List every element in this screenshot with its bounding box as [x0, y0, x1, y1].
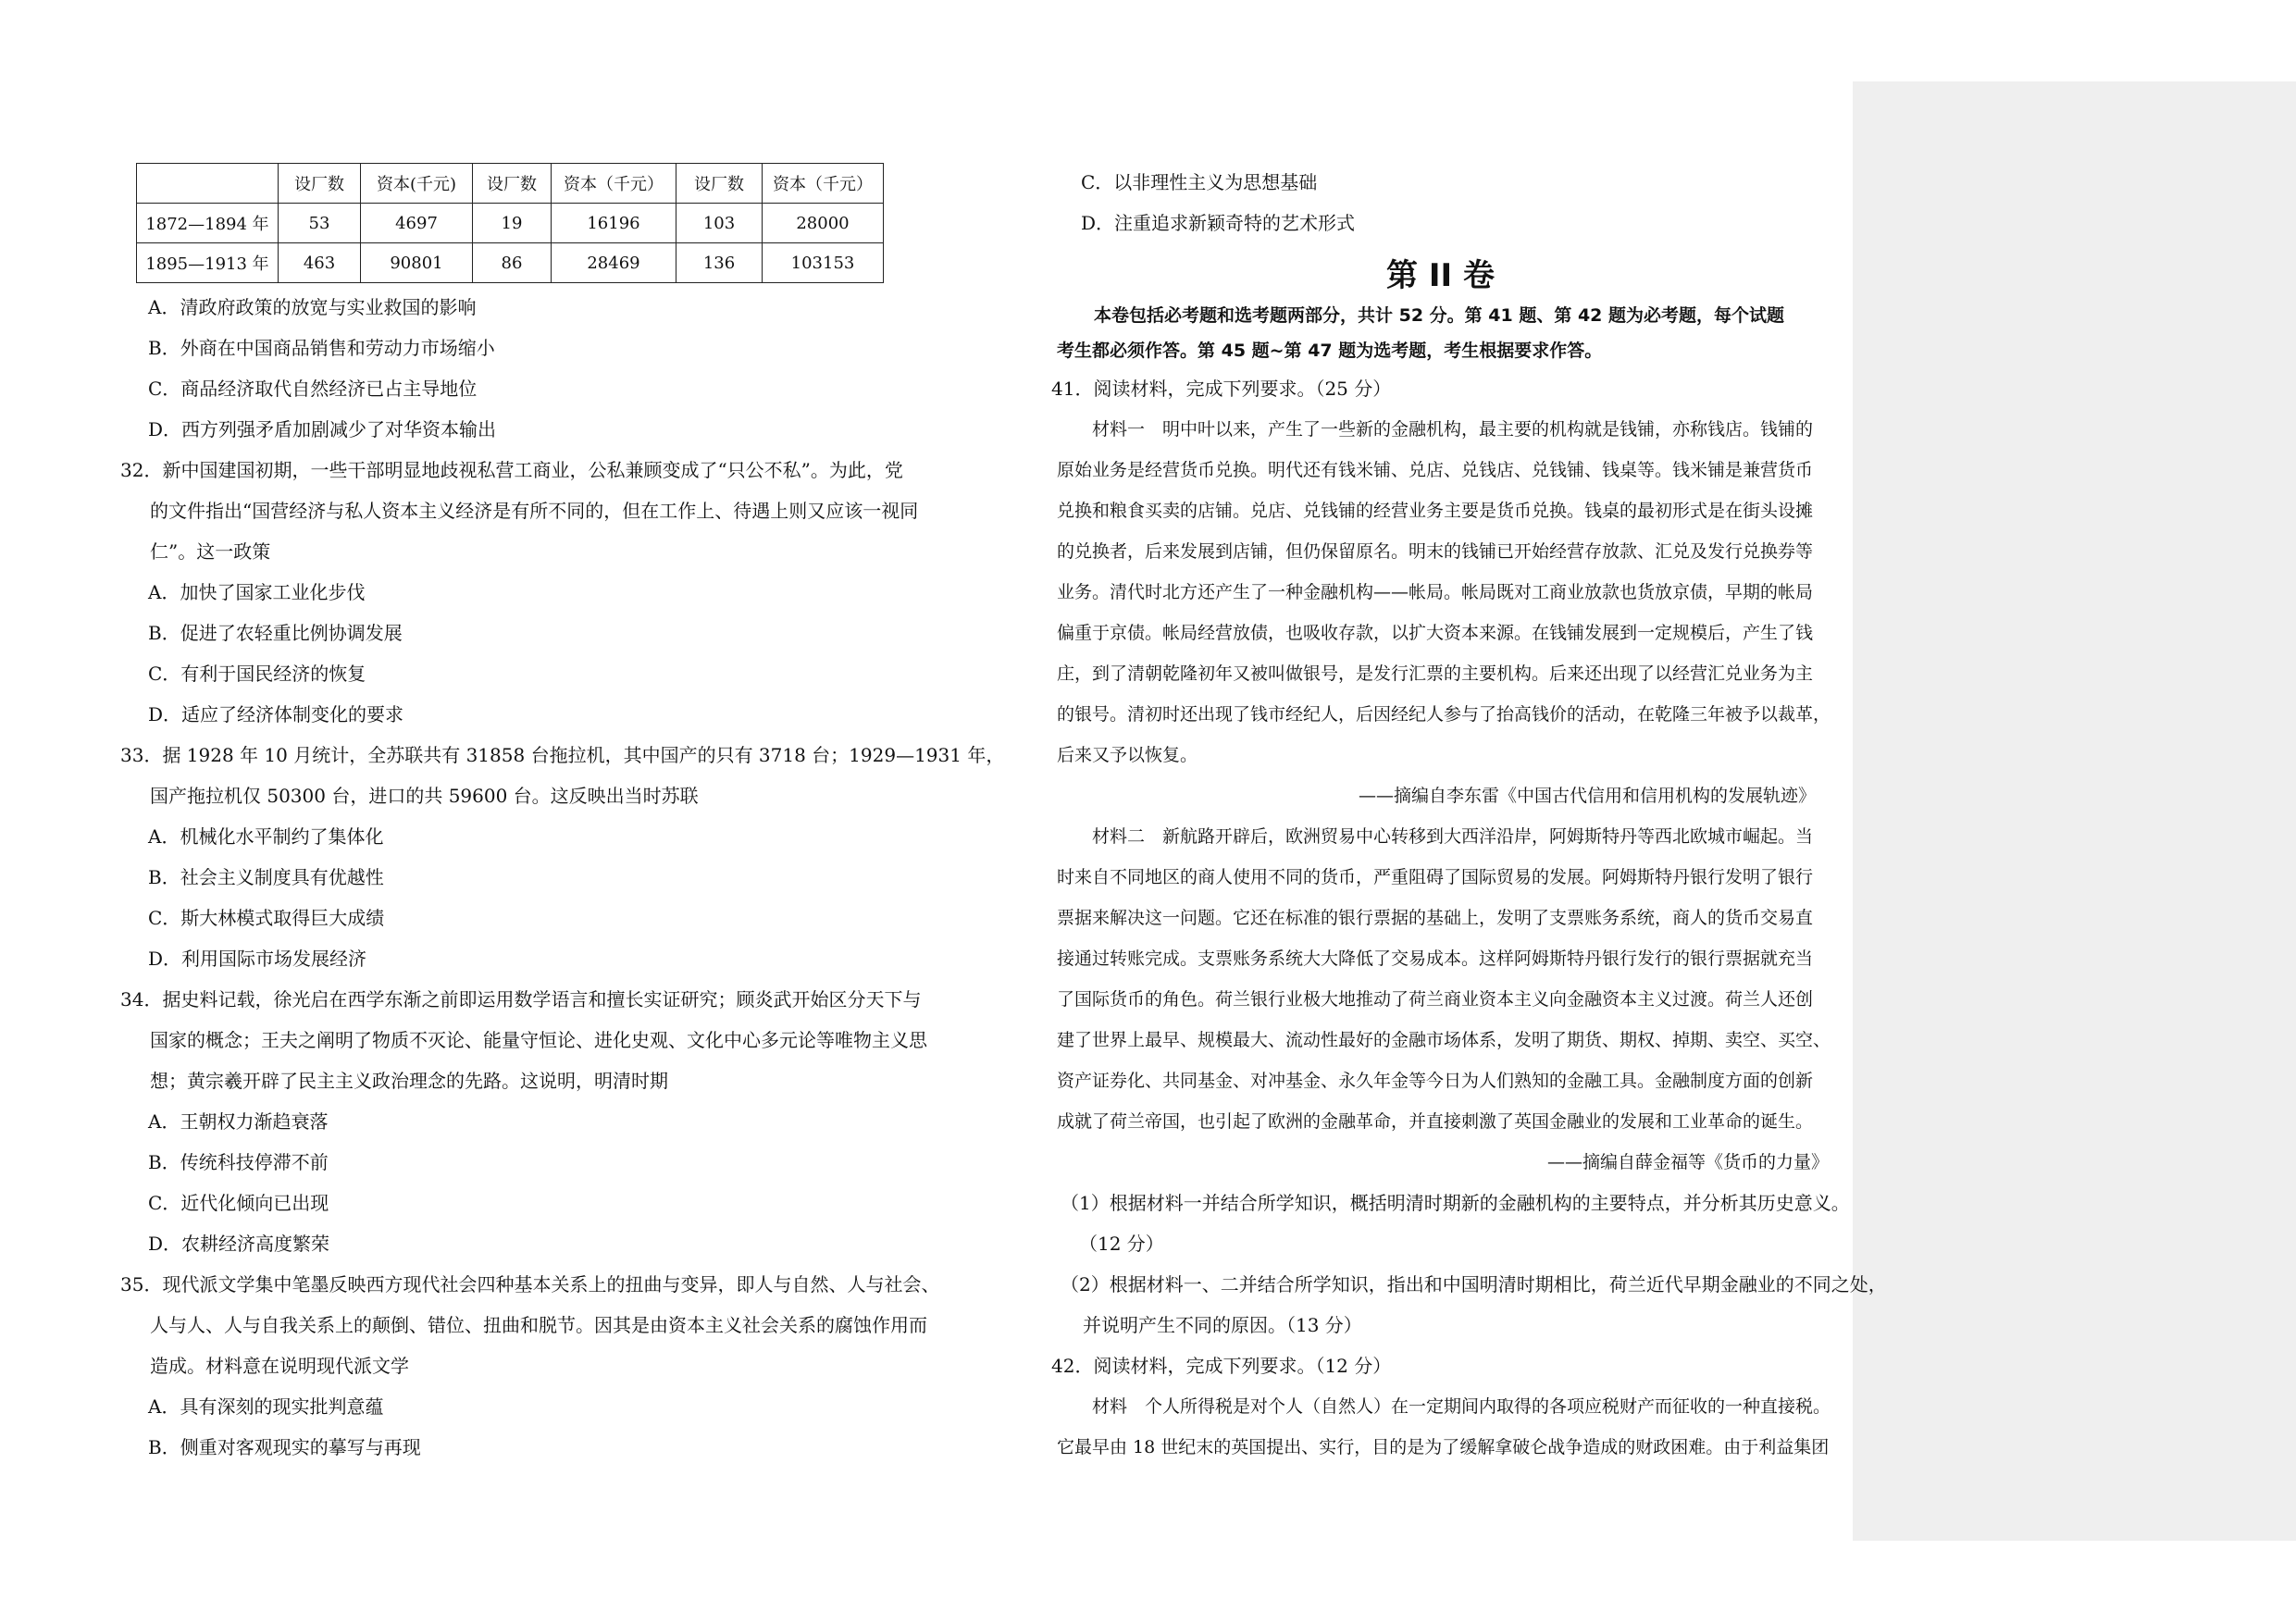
option-text: D．适应了经济体制变化的要求: [148, 703, 404, 725]
material-text: 了国际货币的角色。荷兰银行业极大地推动了荷兰商业资本主义向金融资本主义过渡。荷兰人还创: [1057, 989, 1814, 1010]
question-text: 33．据 1928 年 10 月统计，全苏联共有 31858 台拖拉机，其中国产的只有 3718 台；1929—1931 年，: [120, 744, 1005, 766]
table-cell: 资本（千元）: [552, 164, 676, 204]
option-text: C．斯大林模式取得巨大成绩: [148, 907, 385, 929]
table-header-row: [137, 164, 884, 204]
option-text: B．传统科技停滞不前: [148, 1151, 329, 1173]
sub-question: （1）根据材料一并结合所学知识，概括明清时期新的金融机构的主要特点，并分析其历史意义。: [1061, 1192, 1850, 1214]
material-text: 时来自不同地区的商人使用不同的货币，严重阻碍了国际贸易的发展。阿姆斯特丹银行发明了银行: [1057, 867, 1814, 887]
table-cell: 90801: [361, 243, 473, 283]
option-text: B．侧重对客观现实的摹写与再现: [148, 1436, 421, 1458]
question-text: 的文件指出“国营经济与私人资本主义经济是有所不同的，但在工作上、待遇上则又应该一视同: [150, 500, 919, 522]
option-text: A．清政府政策的放宽与实业救国的影响: [148, 296, 477, 318]
material-text: 建了世界上最早、规模最大、流动性最好的金融市场体系，发明了期货、期权、掉期、卖空、买空、: [1057, 1030, 1831, 1050]
material-text: 业务。清代时北方还产生了一种金融机构——帐局。帐局既对工商业放款也货放京债，早期的帐局: [1057, 582, 1814, 602]
material-text: 材料 个人所得税是对个人（自然人）在一定期间内取得的各项应税财产而征收的一种直接税。: [1092, 1396, 1831, 1417]
option-text: D．注重追求新颖奇特的艺术形式: [1081, 212, 1356, 234]
material-text: 原始业务是经营货币兑换。明代还有钱米铺、兑店、兑钱店、兑钱铺、钱桌等。钱米铺是兼营货币: [1057, 460, 1814, 480]
material-text: 材料二 新航路开辟后，欧洲贸易中心转移到大西洋沿岸，阿姆斯特丹等西北欧城市崛起。当: [1092, 826, 1814, 847]
question-text: 仁”。这一政策: [150, 540, 271, 563]
table-cell: 设厂数: [473, 164, 552, 204]
table-cell: 19: [473, 204, 552, 243]
option-text: B．促进了农轻重比例协调发展: [148, 622, 403, 644]
material-text: 票据来解决这一问题。它还在标准的银行票据的基础上，发明了支票账务系统，商人的货币交易直: [1057, 908, 1814, 928]
question-text: 41．阅读材料，完成下列要求。（25 分）: [1051, 378, 1392, 400]
material-source: ——摘编自薛金福等《货币的力量》: [1547, 1152, 1830, 1172]
material-text: 后来又予以恢复。: [1057, 745, 1198, 765]
option-text: B．外商在中国商品销售和劳动力市场缩小: [148, 337, 495, 359]
material-text: 成就了荷兰帝国，也引起了欧洲的金融革命，并直接刺激了英国金融业的发展和工业革命的诞生。: [1057, 1111, 1814, 1132]
table-cell: 1872—1894 年: [137, 204, 279, 243]
table-cell: 463: [279, 243, 361, 283]
factory-capital-table: [136, 163, 884, 283]
question-text: 国产拖拉机仅 50300 台，进口的共 59600 台。这反映出当时苏联: [150, 785, 699, 807]
table-cell: 53: [279, 204, 361, 243]
option-text: D．农耕经济高度繁荣: [148, 1233, 330, 1255]
table-cell: 16196: [552, 204, 676, 243]
option-text: A．加快了国家工业化步伐: [148, 581, 366, 603]
table-cell: 136: [676, 243, 763, 283]
sub-question: （12 分）: [1079, 1233, 1164, 1255]
option-text: D．利用国际市场发展经济: [148, 948, 367, 970]
question-text: 32．新中国建国初期，一些干部明显地歧视私营工商业，公私兼顾变成了“只公不私”。为此，党: [120, 459, 903, 481]
option-text: C．近代化倾向已出现: [148, 1192, 329, 1214]
option-text: C．商品经济取代自然经济已占主导地位: [148, 378, 478, 400]
question-text: 42．阅读材料，完成下列要求。（12 分）: [1051, 1355, 1392, 1377]
material-text: 的兑换者，后来发展到店铺，但仍保留原名。明末的钱铺已开始经营存放款、汇兑及发行兑换券等: [1057, 541, 1814, 562]
table-row: [137, 243, 884, 283]
material-source: ——摘编自李东雷《中国古代信用和信用机构的发展轨迹》: [1359, 786, 1817, 806]
table-cell: 资本（千元）: [763, 164, 884, 204]
material-text: 偏重于京债。帐局经营放债，也吸收存款，以扩大资本来源。在钱铺发展到一定规模后，产生了钱: [1057, 623, 1814, 643]
page-margin-panel: [1853, 81, 2296, 1541]
table-cell: [137, 164, 279, 204]
table-cell: 4697: [361, 204, 473, 243]
question-text: 34．据史料记载，徐光启在西学东渐之前即运用数学语言和擅长实证研究；顾炎武开始区分天下与: [120, 988, 922, 1010]
material-text: 材料一 明中叶以来，产生了一些新的金融机构，最主要的机构就是钱铺，亦称钱店。钱铺的: [1092, 419, 1814, 440]
option-text: A．具有深刻的现实批判意蕴: [148, 1395, 384, 1418]
table-cell: 28000: [763, 204, 884, 243]
option-text: B．社会主义制度具有优越性: [148, 866, 384, 888]
table-cell: 资本(千元): [361, 164, 473, 204]
table-cell: 103153: [763, 243, 884, 283]
question-text: 国家的概念；王夫之阐明了物质不灭论、能量守恒论、进化史观、文化中心多元论等唯物主义思: [150, 1029, 927, 1051]
option-text: C．有利于国民经济的恢复: [148, 663, 366, 685]
option-text: A．机械化水平制约了集体化: [148, 825, 384, 848]
table-cell: 86: [473, 243, 552, 283]
table-cell: 28469: [552, 243, 676, 283]
question-text: 35．现代派文学集中笔墨反映西方现代社会四种基本关系上的扭曲与变异，即人与自然、人与社会、: [120, 1273, 940, 1295]
sub-question: 并说明产生不同的原因。（13 分）: [1083, 1314, 1362, 1336]
table-cell: 103: [676, 204, 763, 243]
section-intro: 考生都必须作答。第 45 题~第 47 题为选考题，考生根据要求作答。: [1057, 341, 1603, 361]
table-row: [137, 204, 884, 243]
section-title: 第 II 卷: [1386, 257, 1495, 294]
material-text: 庄，到了清朝乾隆初年又被叫做银号，是发行汇票的主要机构。后来还出现了以经营汇兑业务为主: [1057, 663, 1814, 684]
option-text: D．西方列强矛盾加剧减少了对华资本输出: [148, 418, 497, 440]
material-text: 接通过转账完成。支票账务系统大大降低了交易成本。这样阿姆斯特丹银行发行的银行票据就充当: [1057, 948, 1814, 969]
sub-question: （2）根据材料一、二并结合所学知识，指出和中国明清时期相比，荷兰近代早期金融业的不同之处，: [1061, 1273, 1887, 1295]
material-text: 兑换和粮食买卖的店铺。兑店、兑钱铺的经营业务主要是货币兑换。钱桌的最初形式是在街头设摊: [1057, 501, 1814, 521]
question-text: 想；黄宗羲开辟了民主主义政治理念的先路。这说明，明清时期: [150, 1070, 668, 1092]
table-cell: 设厂数: [279, 164, 361, 204]
option-text: C．以非理性主义为思想基础: [1081, 171, 1318, 193]
question-text: 人与人、人与自我关系上的颠倒、错位、扭曲和脱节。因其是由资本主义社会关系的腐蚀作用而: [150, 1314, 927, 1336]
material-text: 的银号。清初时还出现了钱市经纪人，后因经纪人参与了抬高钱价的活动，在乾隆三年被予以裁革，: [1057, 704, 1831, 725]
table-cell: 设厂数: [676, 164, 763, 204]
question-text: 造成。材料意在说明现代派文学: [150, 1355, 409, 1377]
option-text: A．王朝权力渐趋衰落: [148, 1110, 329, 1133]
section-intro: 本卷包括必考题和选考题两部分，共计 52 分。第 41 题、第 42 题为必考题，每个试题: [1094, 305, 1785, 326]
table-cell: 1895—1913 年: [137, 243, 279, 283]
material-text: 资产证券化、共同基金、对冲基金、永久年金等今日为人们熟知的金融工具。金融制度方面的创新: [1057, 1071, 1814, 1091]
material-text: 它最早由 18 世纪末的英国提出、实行，目的是为了缓解拿破仑战争造成的财政困难。由于利益集团: [1057, 1437, 1830, 1457]
